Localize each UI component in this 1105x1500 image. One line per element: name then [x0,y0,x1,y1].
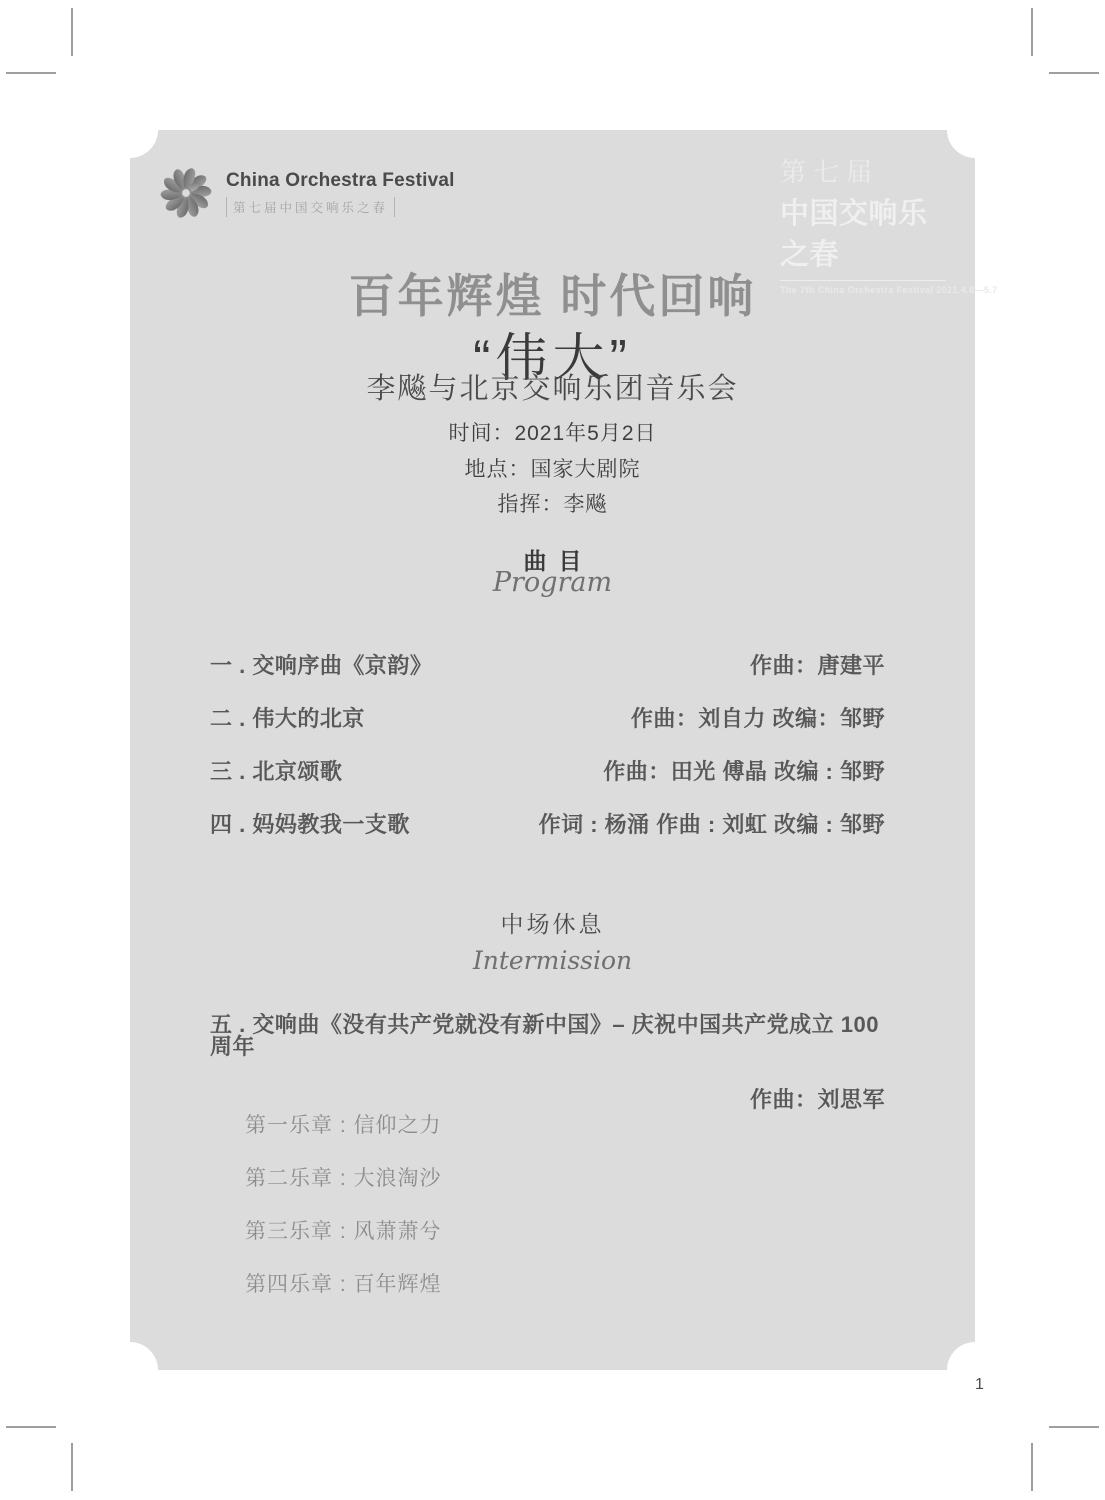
program-item [210,708,885,730]
program-item-credits: 作词 : 杨涌 作曲 : 刘虹 改编 : 邹野 [538,812,885,837]
crop-mark [1049,1426,1099,1428]
concert-venue: 地点：国家大剧院 [464,458,641,481]
festival-logo-title: China Orchestra Festival [226,170,455,191]
program-item5-title: 五 . 交响曲《没有共产党就没有新中国》– 庆祝中国共产党成立 100 周年 [210,1012,880,1059]
crop-mark [1031,1443,1033,1491]
program-item-title: 三 . 北京颂歌 [210,759,343,784]
program-item [210,814,885,836]
concert-conductor: 指挥：李飚 [497,493,608,516]
program-item-title: 四 . 妈妈教我一支歌 [210,812,410,837]
badge-edition: 第七届 [780,157,880,187]
program-heading-cn: 曲目 [523,548,594,574]
movement-list [245,1115,442,1327]
concert-subtitle: 李飚与北京交响乐团音乐会 [366,373,739,405]
crop-mark [1049,72,1099,74]
concert-time: 时间：2021年5月2日 [448,422,657,445]
intermission-block [130,906,975,975]
program-item-title: 一 . 交响序曲《京韵》 [210,653,433,678]
page-number: 1 [975,1376,984,1393]
flower-icon [154,160,218,231]
program-item5-credits: 作曲：刘思军 [749,1087,885,1112]
movement-item: 第四乐章 : 百年辉煌 [245,1273,442,1296]
badge-subtitle: The 7th China Orchestra Festival 2021.4.8—5.7 [780,285,998,295]
crop-mark [6,72,56,74]
corner-notch [947,102,1003,158]
program-list [210,655,885,867]
movement-item: 第三乐章 : 风萧萧兮 [245,1220,442,1243]
concert-quoted-title: “伟大” [473,330,632,388]
crop-mark [71,1443,73,1491]
program-card [130,130,998,1370]
corner-notch [102,1342,158,1398]
crop-mark [6,1426,56,1428]
program-item-credits: 作曲：刘自力 改编：邹野 [630,706,885,731]
program-item-credits: 作曲：唐建平 [749,653,885,678]
intermission-en: Intermission [472,946,633,975]
concert-title: 百年辉煌 时代回响 [348,270,757,322]
badge-title: 中国交响乐之春 [780,198,928,271]
program-item-credits: 作曲：田光 傅晶 改编 : 邹野 [603,759,885,784]
program-heading-en: Program [492,567,613,598]
crop-mark [71,8,73,56]
intermission-cn: 中场休息 [500,911,605,937]
movement-item: 第一乐章 : 信仰之力 [245,1114,442,1137]
movement-item: 第二乐章 : 大浪淘沙 [245,1167,442,1190]
program-item [210,655,885,677]
corner-notch [102,102,158,158]
festival-logo-subtitle: 第七届中国交响乐之春 [226,197,395,217]
program-item-title: 二 . 伟大的北京 [210,706,365,731]
festival-logo [154,160,455,231]
festival-logo-text [226,160,455,217]
crop-mark [1031,8,1033,56]
program-item [210,761,885,783]
